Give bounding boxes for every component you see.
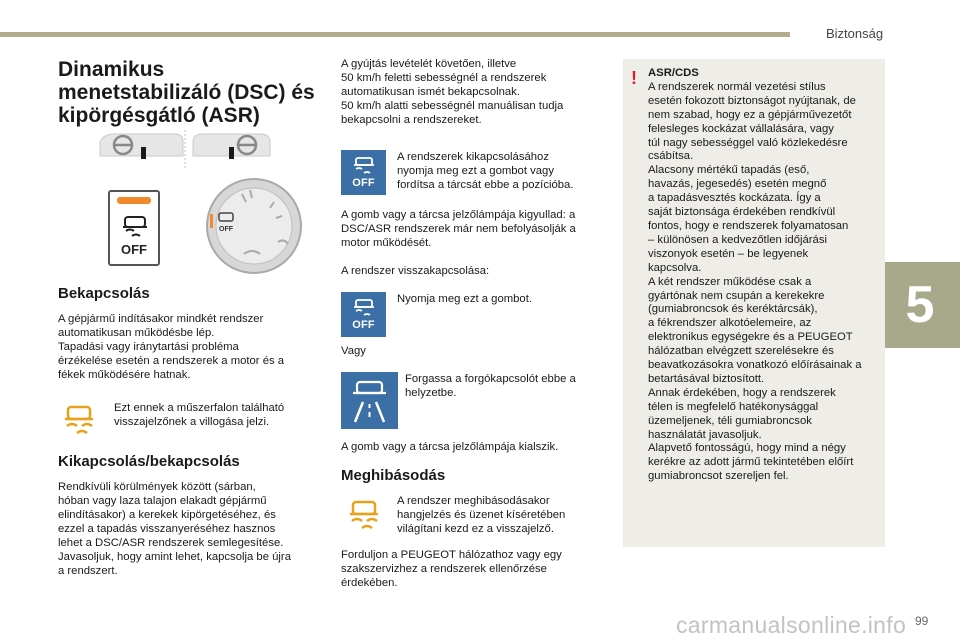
icon-off-label: OFF [352, 318, 375, 331]
text-line: helyzetbe. [405, 387, 457, 399]
intro-text [341, 57, 606, 127]
header-rule [0, 32, 790, 37]
text-line: DSC/ASR rendszerek már nem befolyásolják a [341, 223, 576, 235]
text-line: Annak érdekében, hogy a rendszerek [648, 386, 836, 399]
turn-knob-text [405, 372, 605, 400]
chapter-number: 5 [905, 276, 935, 334]
text-line: világítani kezd ez a visszajelző. [397, 523, 554, 535]
note-heading: ASR/CDS [648, 67, 699, 79]
button-off-label: OFF [121, 242, 147, 257]
text-line: Alacsony mértékű tapadás (eső, [648, 164, 810, 177]
text-line: kerékre az adott jármű tekintetében előírt [648, 456, 854, 469]
text-line: érzékelése esetén a rendszerek a motor és a [58, 355, 285, 367]
text-line: a tapadásvesztés kockázata. Így a [648, 192, 821, 205]
dsc-fault-lamp-icon [347, 500, 381, 534]
text-line: Forgassa a forgókapcsolót ebbe a [405, 373, 576, 385]
text-line: A gépjármű indításakor mindkét rendszer [58, 313, 264, 325]
text-line: esetén fokozott biztonságot nyújtanak, de [648, 94, 856, 107]
text-line: szakszervizhez a rendszerek ellenőrzése [341, 563, 547, 575]
text-line: 50 km/h feletti sebességnél a rendszerek [341, 72, 547, 84]
text-line: fékek működésére hatnak. [58, 369, 191, 381]
text-line: használatát javasoljuk. [648, 428, 762, 441]
knob-off-label: OFF [219, 226, 233, 233]
text-line: havazás, jegesedés) esetén megnő [648, 178, 827, 191]
heading-kikapcsolas: Kikapcsolás/bekapcsolás [58, 453, 240, 470]
text-line: lehet a DSC/ASR rendszerek semlegesítése. [58, 537, 284, 549]
car-skid-icon [352, 299, 376, 317]
lamp-on-text [341, 208, 611, 250]
text-line: a fékrendszer alkotóelemeire, az [648, 317, 812, 330]
text-line: hangjelzés és üzenet kíséretében [397, 509, 566, 521]
alert-icon: ! [631, 68, 637, 88]
warning-text [114, 401, 314, 429]
text-line: viszonyok esetén – be legyenek [648, 247, 809, 260]
text-line: ezzel a tapadás visszanyeréséhez hasznos [58, 523, 276, 535]
text-line: A gomb vagy a tárcsa jelzőlámpája kigyullad: a [341, 209, 576, 221]
text-line: betartásával biztosított. [648, 372, 765, 385]
icon-off-label: OFF [352, 176, 375, 189]
rotary-knob-illustration [204, 176, 304, 276]
or-text: Vagy [341, 345, 366, 357]
text-line: fontos, hogy e rendszerek folyamatosan [648, 219, 849, 232]
text-line: A rendszerek kikapcsolásához [397, 151, 549, 163]
heading-meghibasodas: Meghibásodás [341, 467, 446, 484]
text-line: kapcsolva. [648, 261, 702, 274]
text-line: automatikusan ismét bekapcsolnak. [341, 86, 520, 98]
text-line: elektronikus egységekre és a PEUGEOT [648, 331, 853, 344]
text-line: automatikusan működésbe lép. [58, 327, 215, 339]
text-line: 50 km/h alatti sebességnél manuálisan tudja [341, 100, 564, 112]
text-line: érdekében. [341, 577, 398, 589]
fault-text [397, 494, 607, 536]
lamp-off-text: A gomb vagy a tárcsa jelzőlámpája kialszik. [341, 441, 559, 453]
text-line: A rendszer meghibásodásakor [397, 495, 550, 507]
text-line: – különösen a kedvezőtlen időjárási [648, 233, 827, 246]
dsc-button-illustration [108, 190, 160, 266]
text-line: visszajelzőnek a villogása jelzi. [114, 416, 270, 428]
reactivate-text: A rendszer visszakapcsolása: [341, 265, 490, 277]
text-line: a rendszert. [58, 565, 118, 577]
page-title: Dinamikus menetstabilizáló (DSC) és kipörgésgátló (ASR) [58, 58, 315, 127]
section-title: Biztonság [826, 26, 884, 41]
button-indicator-lamp [117, 197, 151, 204]
text-line: beavatkozásokra vonatkozó előírásainak a [648, 359, 862, 372]
text-line: hálózatban elvégzett szerelésekre és [648, 345, 834, 358]
text-line: gyártónak nem csupán a kerekekre [648, 289, 825, 302]
bekapcsolas-text [58, 312, 318, 382]
text-line: felesleges kockázat vállalására, vagy [648, 122, 834, 135]
rotary-on-position-icon [341, 372, 398, 429]
text-line: csábítsa. [648, 150, 694, 163]
text-line: Forduljon a PEUGEOT hálózathoz vagy egy [341, 549, 562, 561]
page-number: 99 [915, 614, 929, 628]
chapter-tab [880, 262, 960, 348]
watermark: carmanualsonline.info [676, 612, 907, 638]
heading-bekapcsolas: Bekapcsolás [58, 285, 150, 302]
text-line: (gumiabroncsok és keréktárcsák), [648, 303, 818, 316]
text-line: nyomja meg ezt a gombot vagy [397, 165, 554, 177]
car-on-road-icon [341, 372, 398, 429]
text-line: Ezt ennek a műszerfalon található [114, 402, 285, 414]
dsc-reactivate-button-icon [341, 292, 386, 337]
text-line: saját biztonsága érdekében rendkívül [648, 206, 836, 219]
text-line: A gyújtás levételét követően, illetve [341, 58, 517, 70]
text-line: motor működését. [341, 237, 432, 249]
service-text [341, 548, 606, 590]
text-line: Rendkívüli körülmények között (sárban, [58, 481, 256, 493]
dsc-off-icon [120, 216, 150, 240]
text-line: elindításakor) a kerekek kipörgetéséhez, és [58, 509, 276, 521]
press-button-text: Nyomja meg ezt a gombot. [397, 293, 532, 305]
text-line: A rendszerek normál vezetési stílus [648, 80, 826, 93]
car-skid-icon [352, 157, 376, 175]
text-line: bekapcsolni a rendszereket. [341, 114, 482, 126]
text-line: üzemeljenek, téli gumiabroncsok [648, 414, 812, 427]
text-line: Javasoljuk, hogy amint lehet, kapcsolja be újra [58, 551, 291, 563]
off-instruction-text [397, 150, 612, 192]
dsc-warning-lamp-icon [62, 405, 96, 439]
warning-note-box [623, 59, 885, 547]
text-line: hóban vagy laza talajon elakadt gépjármű [58, 495, 267, 507]
text-line: gumiabroncsot szereljen fel. [648, 470, 789, 483]
kikapcsolas-text [58, 480, 326, 578]
text-line: fordítsa a tárcsát ebbe a pozícióba. [397, 179, 574, 191]
dashboard-illustration [95, 128, 275, 170]
text-line: nem szabad, hogy ez a gépjárművezetőt [648, 108, 852, 121]
text-line: télen is megfelelő hatékonysággal [648, 400, 819, 413]
text-line: A két rendszer működése csak a [648, 275, 812, 288]
note-text [648, 67, 884, 484]
dsc-off-button-icon [341, 150, 386, 195]
text-line: túl nagy sebességgel való közlekedésre [648, 136, 848, 149]
text-line: Tapadási vagy iránytartási probléma [58, 341, 239, 353]
text-line: Alapvető fontosságú, hogy mind a négy [648, 442, 846, 455]
